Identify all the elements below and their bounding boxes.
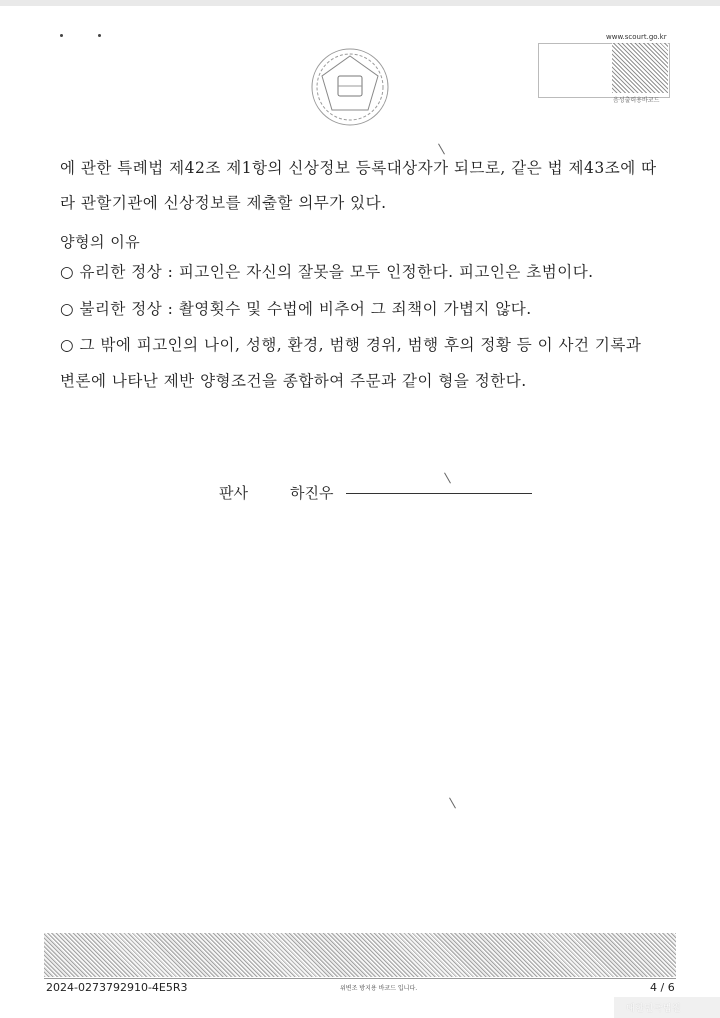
court-badge-label: 대한민국법원 [626,1004,682,1014]
body-line-1: 에 관한 특례법 제42조 제1항의 신상정보 등록대상자가 되므로, 같은 법 제43조에 따 [60,159,657,177]
qr-code [612,43,668,93]
list-item-other: ○ 그 밖에 피고인의 나이, 성행, 환경, 범행 경위, 범행 후의 정황 등 이 사건 기록과 [60,336,642,354]
judge-title: 판사 [219,484,248,502]
barcode-caption: 음성출력용바코드 [613,97,660,104]
section-heading: 양형의 이유 [60,233,141,251]
page-number: 4 / 6 [650,981,675,994]
court-badge [614,997,720,1018]
scan-speck [98,34,101,37]
scan-speck [60,34,63,37]
list-item-favorable: ○ 유리한 정상 : 피고인은 자신의 잘못을 모두 인정한다. 피고인은 초범이다. [60,263,594,281]
anti-forgery-barcode [44,933,676,977]
court-seal [308,46,392,128]
list-item-unfavorable: ○ 불리한 정상 : 촬영횟수 및 수법에 비추어 그 죄책이 가볍지 않다. [60,300,532,318]
forgery-note: 위변조 방지용 바코드 입니다. [340,985,418,992]
judge-name: 하진우 [290,484,334,502]
document-id: 2024-0273792910-4E5R3 [46,981,188,994]
scan-top-edge [0,0,720,6]
body-line-2: 라 관할기관에 신상정보를 제출할 의무가 있다. [60,194,387,212]
scan-mark [438,144,445,155]
site-url: www.scourt.go.kr [606,33,667,41]
signature-line [346,493,532,494]
scan-mark [444,473,451,484]
scan-mark [449,798,456,809]
list-item-other-cont: 변론에 나타난 제반 양형조건을 종합하여 주문과 같이 형을 정한다. [60,372,527,390]
footer-divider [44,978,676,979]
